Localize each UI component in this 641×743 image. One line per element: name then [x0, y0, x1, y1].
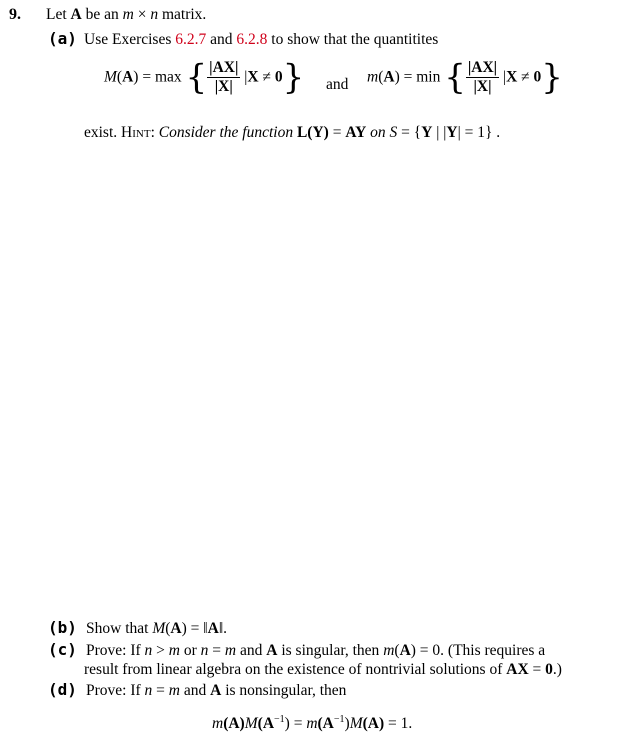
exercise-link-6-2-7[interactable]: 6.2.7 — [175, 31, 207, 48]
formula-M: M(A) = max { $\frac{|AX|}{|X|}$ |X ≠ 0} — [104, 57, 305, 98]
part-b-label: (b) — [48, 618, 77, 637]
problem-intro: Let A be an m × n matrix. — [46, 6, 207, 23]
part-c-line2: result from linear algebra on the existence of nontrivial solutions of AX = 0.) — [84, 661, 562, 678]
part-d-label: (d) — [48, 680, 77, 699]
fraction-AX-over-X: $\frac{|AX|}{|X|}$ — [209, 59, 239, 95]
part-c-label: (c) — [48, 640, 77, 659]
part-a-label: (a) — [48, 29, 77, 48]
part-a-text: Use Exercises 6.2.7 and 6.2.8 to show that the quantitites — [84, 31, 439, 48]
part-d-equation: $m(A)M(A^{-1}) = m(A^{-1})M(A) = 1$. — [212, 714, 413, 732]
part-b-text: Show that M(A) = ‖A‖. — [86, 620, 228, 637]
fraction-AX-over-X-min: $\frac{|AX|}{|X|}$ — [467, 59, 498, 95]
part-c-line1: Prove: If n > m or n = m and A is singular, then m(A) = 0. (This requires a — [86, 642, 546, 659]
part-a-hint: exist. Hint: Consider the function L(Y) = AY on S = {Y | |Y| = 1} . — [84, 124, 501, 141]
part-d-text: Prove: If n = m and A is nonsingular, then — [86, 682, 347, 699]
formula-and: and — [326, 76, 349, 93]
problem-number: 9. — [9, 6, 21, 23]
formula-m: m(A) = min { $\frac{|AX|}{|X|}$ |X ≠ 0} — [367, 57, 563, 98]
exercise-link-6-2-8[interactable]: 6.2.8 — [236, 31, 268, 48]
